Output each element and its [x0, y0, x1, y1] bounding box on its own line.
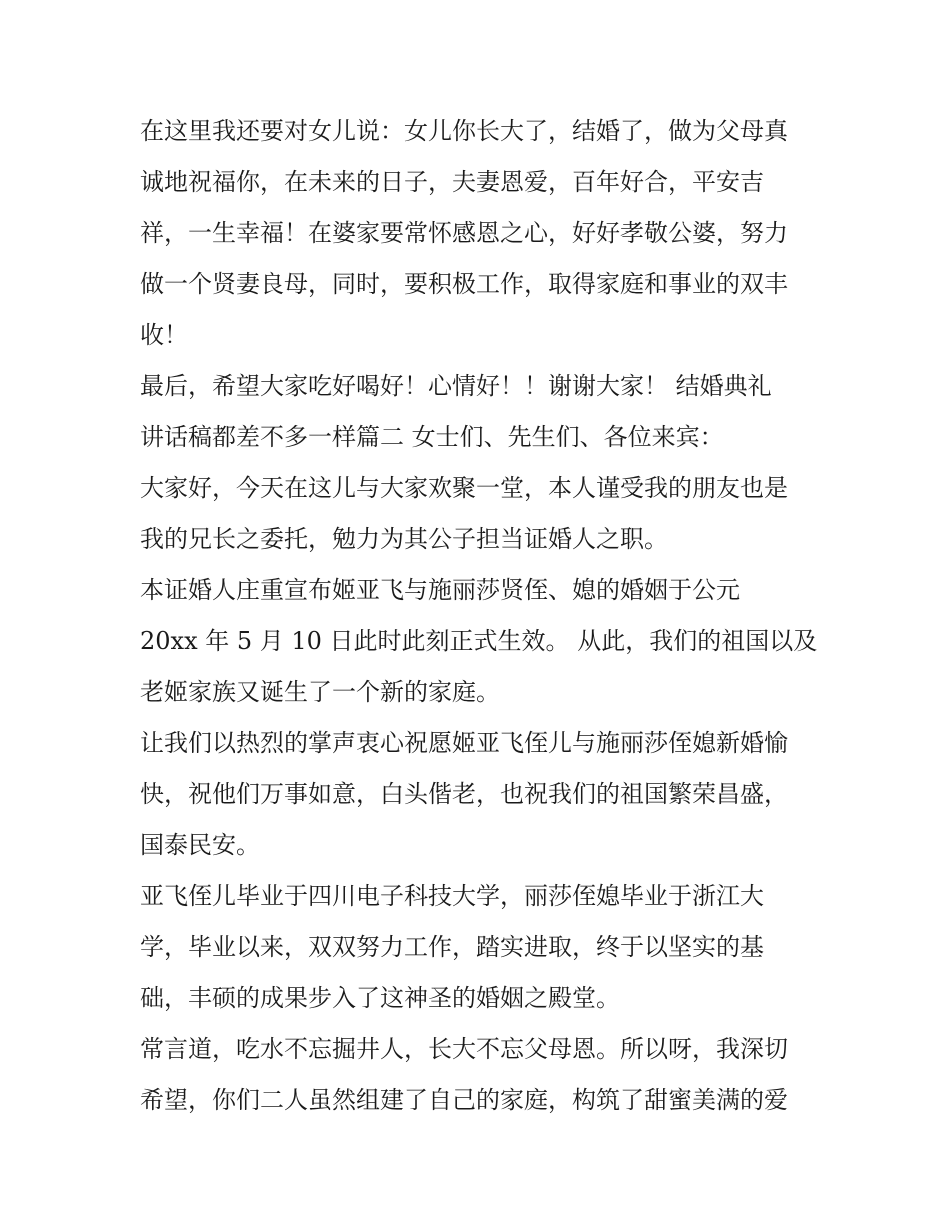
text-line: 我的兄长之委托，勉力为其公子担当证婚人之职。: [140, 525, 668, 553]
text-line: 大家好，今天在这儿与大家欢聚一堂，本人谨受我的朋友也是: [140, 474, 788, 502]
text-line: 国泰民安。: [140, 831, 260, 859]
text-line: 讲话稿都差不多一样篇二 女士们、先生们、各位来宾：: [140, 423, 724, 451]
text-line: 础，丰硕的成果步入了这神圣的婚姻之殿堂。: [140, 984, 620, 1012]
text-line: 最后，希望大家吃好喝好！心情好！！谢谢大家！ 结婚典礼: [140, 372, 772, 400]
text-line: 诚地祝福你，在未来的日子，夫妻恩爱，百年好合，平安吉: [140, 168, 764, 196]
text-line: 本证婚人庄重宣布姬亚飞与施丽莎贤侄、媳的婚姻于公元: [140, 576, 740, 604]
text-line: 常言道，吃水不忘掘井人，长大不忘父母恩。所以呀，我深切: [140, 1035, 788, 1063]
text-line: 学，毕业以来，双双努力工作，踏实进取，终于以坚实的基: [140, 933, 764, 961]
text-line: 收！: [140, 321, 188, 349]
text-line: 祥，一生幸福！在婆家要常怀感恩之心，好好孝敬公婆，努力: [140, 219, 788, 247]
text-line: 亚飞侄儿毕业于四川电子科技大学，丽莎侄媳毕业于浙江大: [140, 882, 764, 910]
document-body: [140, 106, 820, 1126]
text-line: 做一个贤妻良母，同时，要积极工作，取得家庭和事业的双丰: [140, 270, 788, 298]
text-line: 20xx 年 5 月 10 日此时此刻正式生效。 从此，我们的祖国以及: [140, 627, 818, 655]
text-line: 希望，你们二人虽然组建了自己的家庭，构筑了甜蜜美满的爱: [140, 1086, 788, 1114]
text-line: 老姬家族又诞生了一个新的家庭。: [140, 678, 500, 706]
text-line: 快，祝他们万事如意，白头偕老，也祝我们的祖国繁荣昌盛，: [140, 780, 788, 808]
text-line: 在这里我还要对女儿说：女儿你长大了，结婚了，做为父母真: [140, 117, 788, 145]
text-line: 让我们以热烈的掌声衷心祝愿姬亚飞侄儿与施丽莎侄媳新婚愉: [140, 729, 788, 757]
